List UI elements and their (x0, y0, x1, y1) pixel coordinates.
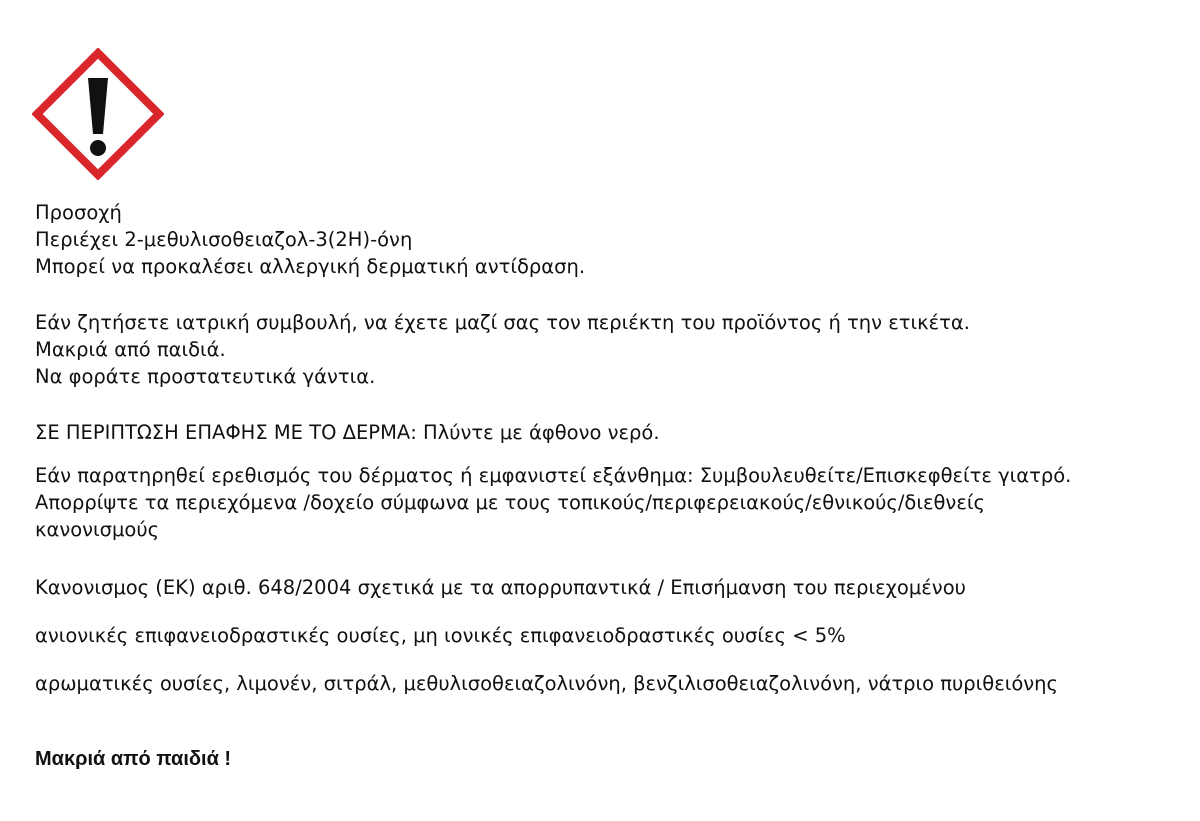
irritation-statement: Εάν παρατηρηθεί ερεθισμός του δέρματος ή εμφανιστεί εξάνθημα: Συμβουλευθείτε/Επισκεφθείτε γιατρό. (35, 464, 1072, 487)
skin-contact-statement: ΣΕ ΠΕΡΙΠΤΩΣΗ ΕΠΑΦΗΣ ΜΕ ΤΟ ΔΕΡΜΑ: Πλύντε με άφθονο νερό. (35, 421, 660, 444)
disposal-statement-line1: Απορρίψτε τα περιεχόμενα /δοχείο σύμφωνα με τους τοπικούς/περιφερειακούς/εθνικούς/διεθνείς (35, 491, 985, 514)
contains-statement: Περιέχει 2-μεθυλισοθειαζολ-3(2Η)-όνη (35, 228, 413, 251)
disposal-statement-line2: κανονισμούς (35, 518, 160, 541)
keep-from-children-statement: Μακριά από παιδιά. (35, 338, 226, 361)
wear-gloves-statement: Να φοράτε προστατευτικά γάντια. (35, 365, 376, 388)
skin-contact-block (35, 419, 660, 446)
medical-advice-statement: Εάν ζητήσετε ιατρική συμβουλή, να έχετε μαζί σας τον περιέκτη του προϊόντος ή την ετικέτα. (35, 311, 970, 334)
regulation-statement: Κανονισμος (ΕΚ) αριθ. 648/2004 σχετικά με τα απορρυπαντικά / Επισήμανση του περιεχομένου (35, 576, 966, 599)
hazard-statement: Μπορεί να προκαλέσει αλλεργική δερματική αντίδραση. (35, 255, 586, 278)
irritation-disposal-block (35, 462, 1071, 543)
hazard-block (35, 199, 585, 280)
ingredients-block (35, 670, 1058, 697)
surfactants-block (35, 622, 846, 649)
ingredients-statement: αρωματικές ουσίες, λιμονέν, σιτράλ, μεθυλισοθειαζολινόνη, βενζιλισοθειαζολινόνη, νάτριο πυριθειόνης (35, 672, 1058, 695)
regulation-block (35, 574, 966, 601)
surfactants-statement: ανιονικές επιφανειοδραστικές ουσίες, μη ιονικές επιφανειοδραστικές ουσίες < 5% (35, 624, 846, 647)
signal-word: Προσοχή (35, 201, 122, 224)
precautions-block (35, 309, 970, 390)
final-warning: Μακριά από παιδιά ! (35, 748, 232, 770)
exclamation-mark-hazard-icon (32, 48, 164, 180)
